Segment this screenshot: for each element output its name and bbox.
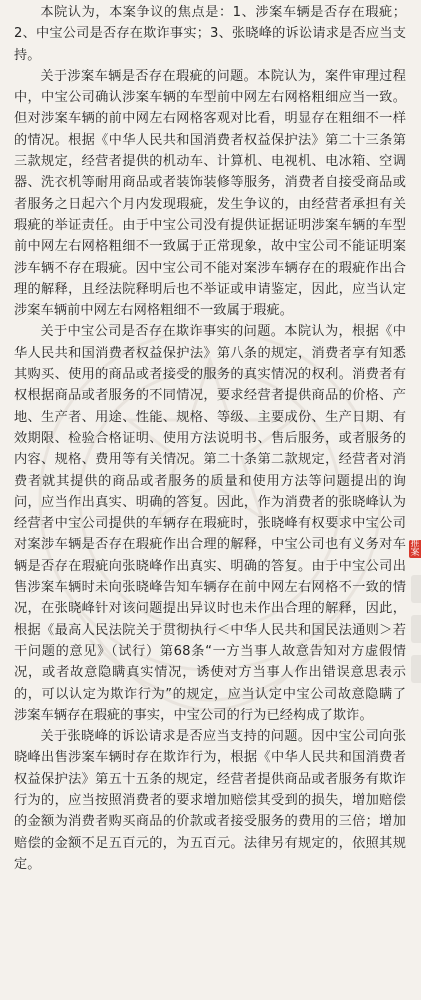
side-float-button[interactable] (411, 615, 421, 643)
side-float-tab[interactable]: 推案 (410, 540, 420, 558)
judgment-document (14, 2, 406, 875)
paragraph-claim-issue: 关于张晓峰的诉讼请求是否应当支持的问题。因中宝公司向张晓峰出售涉案车辆时存在欺诈行为，根据《中华人民共和国消费者权益保护法》第五十五条的规定，经营者提供商品或者服务有欺诈行为的，应当按照消费者的要求增加赔偿其受到的损失，增加赔偿的金额为消费者购买商品的价款或者接受服务的费用的三倍；增加赔偿的金额不足五百元的，为五百元。法律另有规定的，依照其规定。 (14, 729, 406, 872)
paragraph-focus-points: 本院认为，本案争议的焦点是：1、涉案车辆是否存在瑕疵；2、中宝公司是否存在欺诈事实；3、张晓峰的诉讼请求是否应当支持。 (14, 5, 406, 63)
paragraph-defect-issue: 关于涉案车辆是否存在瑕疵的问题。本院认为，案件审理过程中，中宝公司确认涉案车辆的车型前中网左右网格粗细应当一致。但对涉案车辆的前中网左右网格客观对比看，明显存在粗细不一样的情况。根据《中华人民共和国消费者权益保护法》第二十三条第三款规定，经营者提供的机动车、计算机、电视机、电冰箱、空调器、洗衣机等耐用商品或者装饰装修等服务，消费者自接受商品或者服务之日起六个月内发现瑕疵，发生争议的，由经营者承担有关瑕疵的举证责任。由于中宝公司没有提供证据证明涉案车辆的车型前中网左右网格粗细不一致属于正常现象，故中宝公司不能证明案涉车辆不存在瑕疵。因中宝公司不能对案涉车辆存在的瑕疵作出合理的解释，且经法院释明后也不举证或申请鉴定，因此，应当认定涉案车辆前中网左右网格粗细不一致属于瑕疵。 (14, 68, 406, 319)
side-float-button[interactable] (411, 575, 421, 603)
side-float-button[interactable] (411, 655, 421, 683)
paragraph-fraud-issue: 关于中宝公司是否存在欺诈事实的问题。本院认为，根据《中华人民共和国消费者权益保护法》第八条的规定，消费者享有知悉其购买、使用的商品或者接受的服务的真实情况的权利。消费者有权根据商品或者服务的不同情况，要求经营者提供商品的价格、产地、生产者、用途、性能、规格、等级、主要成份、生产日期、有效期限、检验合格证明、使用方法说明书、售后服务，或者服务的内容、规格、费用等有关情况。第二十条第二款规定，经营者对消费者就其提供的商品或者服务的质量和使用方法等问题提出的询问，应当作出真实、明确的答复。因此，作为消费者的张晓峰认为经营者中宝公司提供的车辆存在瑕疵时，张晓峰有权要求中宝公司对案涉车辆是否存在瑕疵作出合理的解释，中宝公司也有义务对车辆是否存在瑕疵向张晓峰作出真实、明确的答复。由于中宝公司出售涉案车辆时未向张晓峰告知车辆存在前中网左右网格不一致的情况，在张晓峰针对该问题提出异议时也未作出合理的解释，因此，根据《最高人民法院关于贯彻执行＜中华人民共和国民法通则＞若干问题的意见》（试行）第68条“一方当事人故意告知对方虚假情况，或者故意隐瞒真实情况，诱使对方当事人作出错误意思表示的，可以认定为欺诈行为”的规定，应当认定中宝公司故意隐瞒了涉案车辆存在瑕疵的事实，中宝公司的行为已经构成了欺诈。 (14, 324, 406, 723)
